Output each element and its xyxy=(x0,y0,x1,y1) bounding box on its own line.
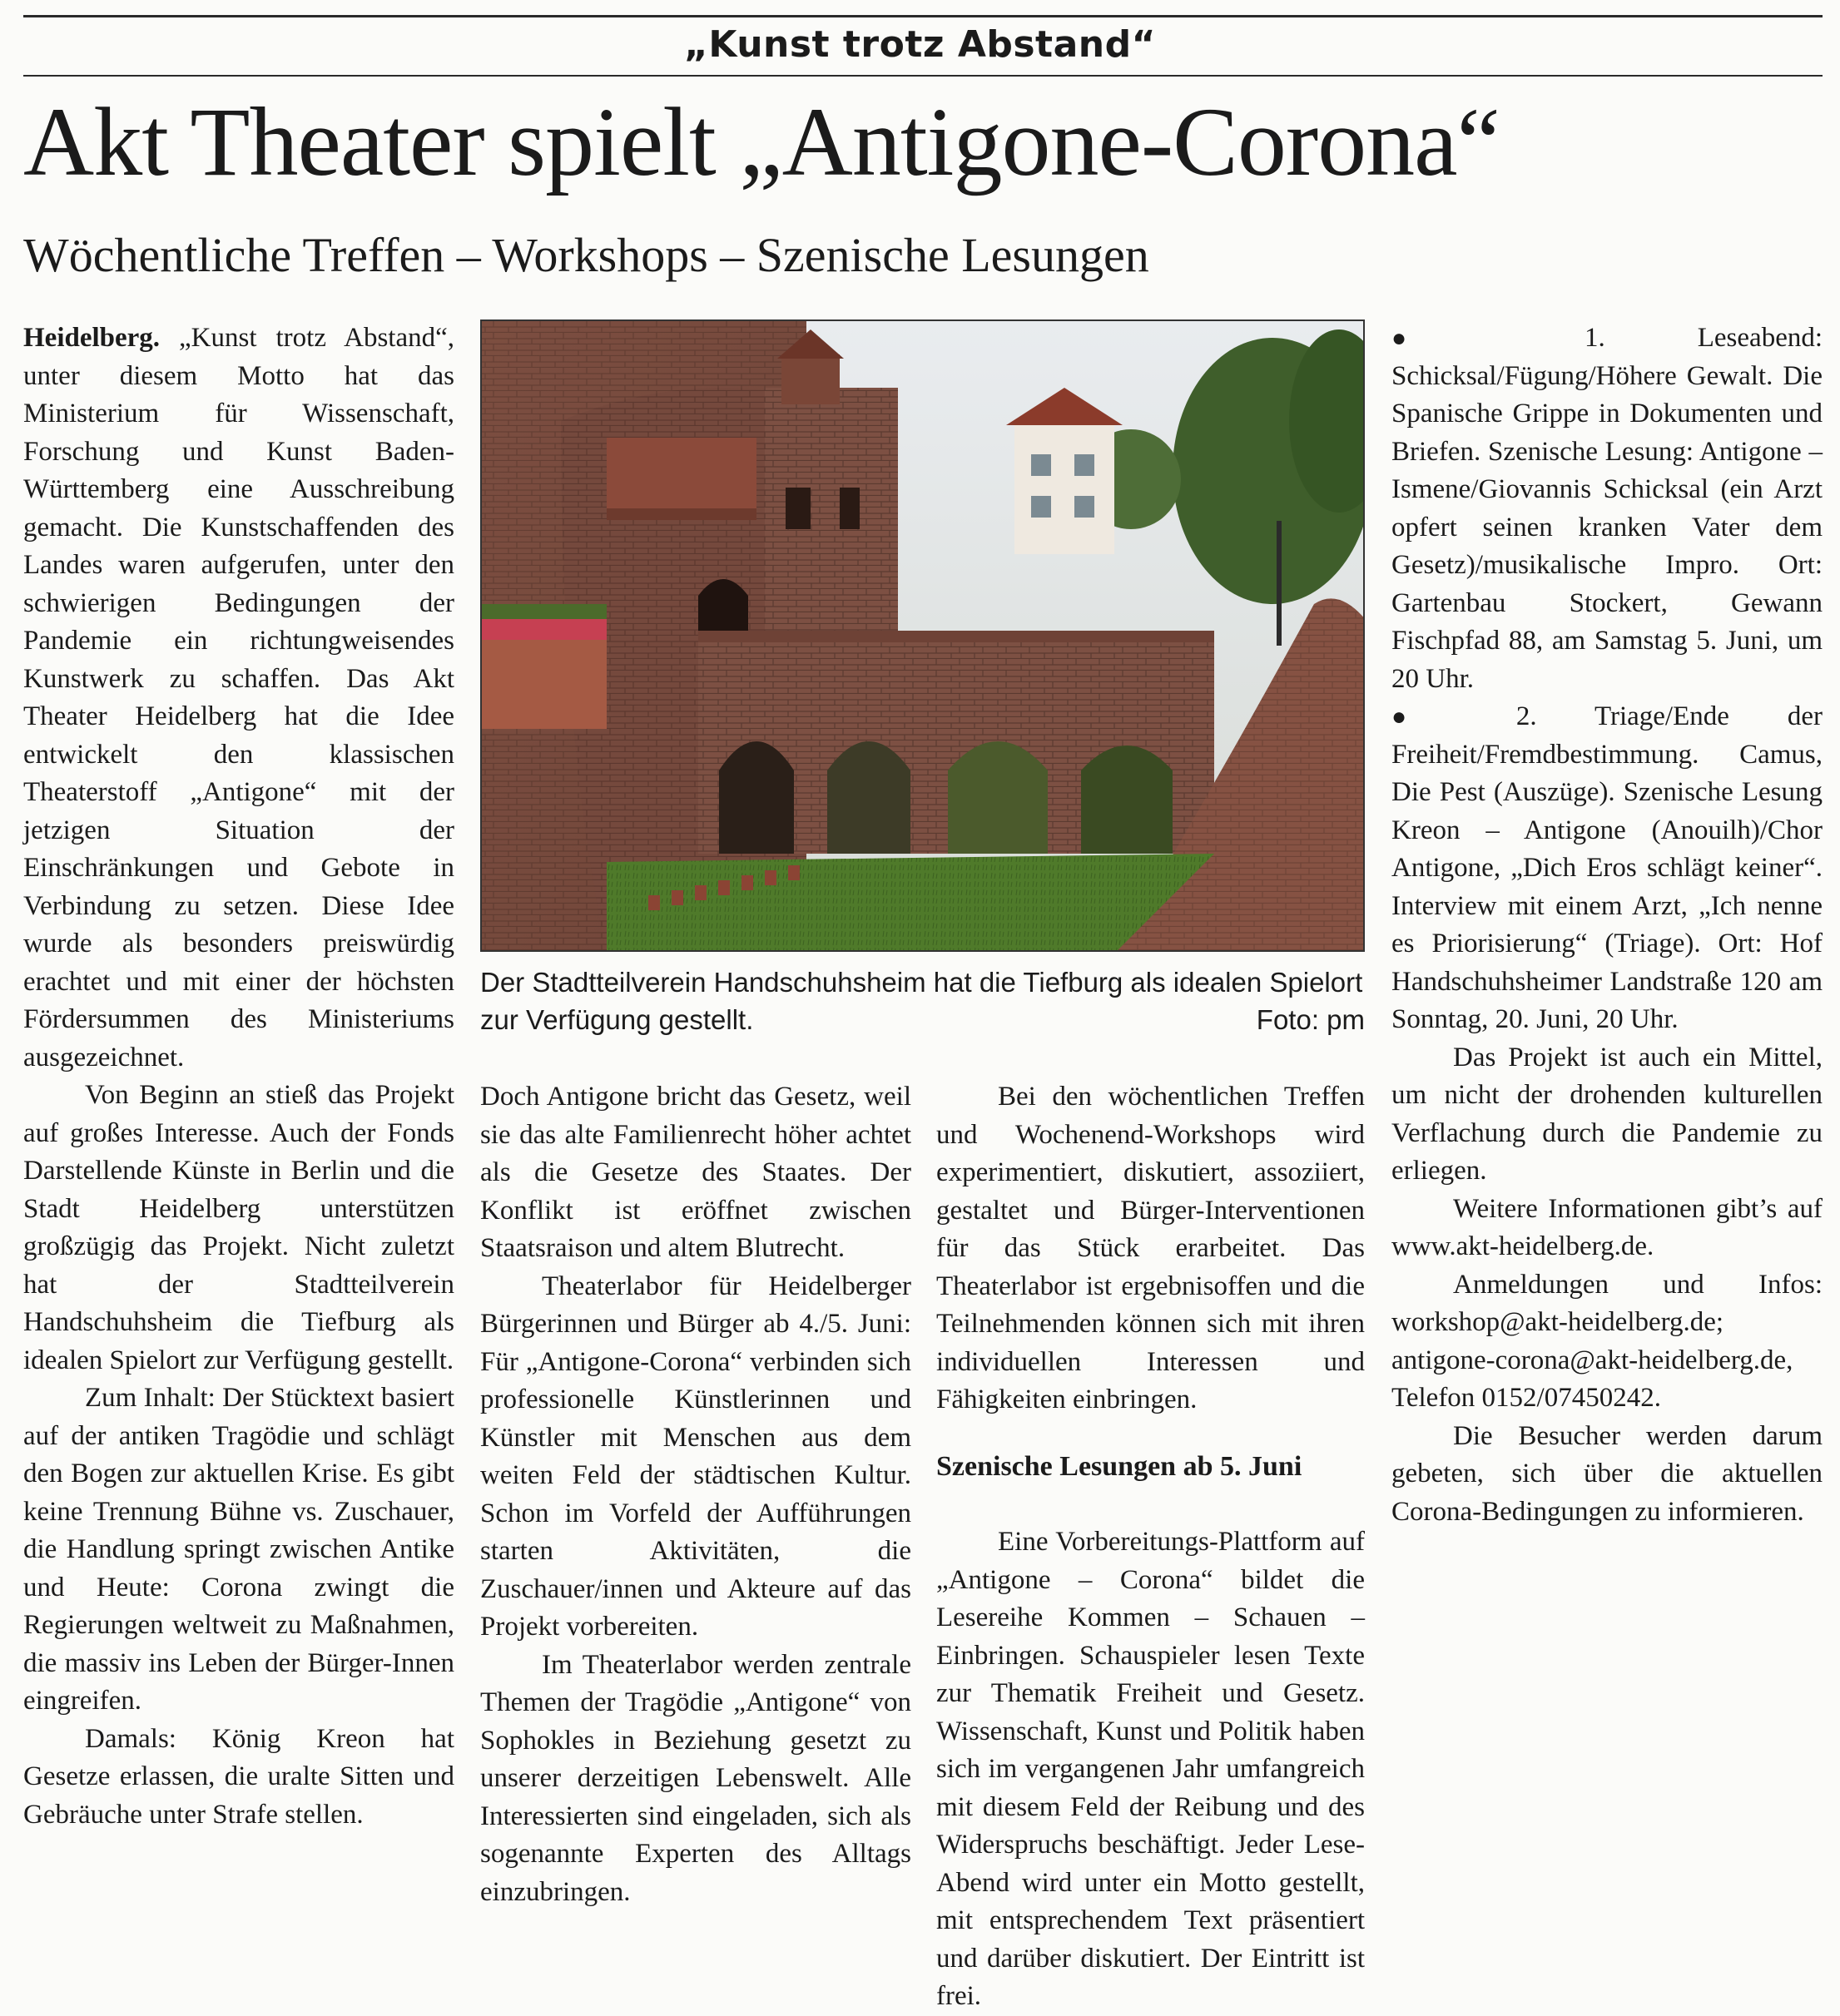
paragraph-1-text: „Kunst trotz Abstand“, unter diesem Motto hat das Ministerium für Wissenschaft, Forschung und Kunst Baden-Württemberg eine Ausschreibung gemacht. Die Kunstschaffenden des Landes waren aufgerufen, unter den schwierigen Bedingungen der Pandemie ein richtungweisendes Kunstwerk zu schaffen. Das Akt Theater Heidelberg hat die Idee entwickelt den klassischen Theaterstoff „Antigone“ mit der jetzigen Situation der Einschränkungen und Gebote in Verbindung zu setzen. Diese Idee wurde als besonders preiswürdig erachtet und mit einer der höchsten Fördersummen des Ministeriums ausgezeichnet. xyxy=(23,323,454,1072)
photo-credit: Foto: pm xyxy=(1256,1004,1365,1035)
bullet-item-1-text: 1. Leseabend: Schicksal/Fügung/Höhere Gewalt. Die Spanische Grippe in Dokumenten und Briefen. Szenische Lesung: Antigone – Ismene/Giovannis Schicksal (ein Arzt opfert seinen kranken Vater dem Gesetz)/musikalische Impro. Ort: Gartenbau Stockert, Gewann Fischpfad 88, am Samstag 5. Juni, um 20 Uhr. xyxy=(1391,323,1823,694)
article-column-4 xyxy=(1391,319,1823,1531)
kicker: „Kunst trotz Abstand“ xyxy=(683,23,1157,66)
paragraph-1 xyxy=(23,319,454,1077)
caption-text: Der Stadtteilverein Handschuhsheim hat die Tiefburg als idealen Spielort zur Verfügung gestellt. xyxy=(480,967,1363,1035)
top-rule xyxy=(23,15,1823,17)
headline: Akt Theater spielt „Antigone-Corona“ xyxy=(23,87,1500,196)
castle-illustration xyxy=(482,321,1365,952)
article-column-1 xyxy=(23,319,454,1834)
paragraph-7: Im Theaterlabor werden zentrale Themen der Tragödie „Antigone“ von Sophokles in Beziehung gesetzt zu unserer derzeitigen Lebenswelt. Alle Interessierten sind eingeladen, sich als sogenannte Experten des Alltags einzubringen. xyxy=(480,1649,911,1907)
paragraph-8: Bei den wöchentlichen Treffen und Wochenend-Workshops wird experimentiert, diskutiert, assoziiert, gestaltet und Bürger-Interventionen für das Stück erarbeitet. Das Theaterlabor ist ergebnisoffen und die Teilnehmenden können sich mit ihren individuellen Interessen und Fähigkeiten einbringen. xyxy=(936,1082,1365,1414)
photo-caption xyxy=(480,963,1365,1038)
paragraph-4: Damals: König Kreon hat Gesetze erlassen, die uralte Sitten und Gebräuche unter Strafe stellen. xyxy=(23,1723,454,1830)
bullet-dot-icon: ● xyxy=(1391,324,1492,352)
kicker-rule xyxy=(23,75,1823,77)
paragraph-9: Eine Vorbereitungs-Plattform auf „Antigone – Corona“ bildet die Lesereihe Kommen – Schauen – Einbringen. Schauspieler lesen Texte zur Thematik Freiheit und Gesetz. Wissenschaft, Kunst und Politik haben sich im vergangenen Jahr umfangreich mit diesem Feld der Reibung und des Widerspruchs beschäftigt. Jeder Lese-Abend wird unter ein Motto gestellt, mit entsprechendem Text präsentiert und darüber diskutiert. Der Eintritt ist frei. xyxy=(936,1527,1365,2011)
paragraph-12: Anmeldungen und Infos: workshop@akt-heidelberg.de; antigone-corona@akt-heidelberg.de, Telefon 0152/07450242. xyxy=(1391,1269,1823,1413)
bullet-dot-icon: ● xyxy=(1391,703,1458,731)
article-column-3 xyxy=(936,1078,1365,2016)
paragraph-11: Weitere Informationen gibt’s auf www.akt-heidelberg.de. xyxy=(1391,1193,1823,1261)
tiefburg-photo xyxy=(480,319,1365,952)
paragraph-2: Von Beginn an stieß das Projekt auf großes Interesse. Auch der Fonds Darstellende Künste in Berlin und die Stadt Heidelberg unterstützen großzügig das Projekt. Nicht zuletzt hat der Stadtteilverein Handschuhsheim die Tiefburg als idealen Spielort zur Verfügung gestellt. xyxy=(23,1080,454,1375)
paragraph-6: Theaterlabor für Heidelberger Bürgerinnen und Bürger ab 4./5. Juni: Für „Antigone-Corona“ verbinden sich professionelle Künstlerinnen und Künstler mit Menschen aus dem weiten Feld der städtischen Kultur. Schon im Vorfeld der Aufführungen starten Aktivitäten, die Zuschauer/innen und Akteure auf das Projekt vorbereiten. xyxy=(480,1271,911,1642)
bullet-item-2 xyxy=(1391,698,1823,1039)
article-column-2 xyxy=(480,1078,911,1911)
section-title: Szenische Lesungen ab 5. Juni xyxy=(936,1450,1302,1482)
bullet-item-2-text: 2. Triage/Ende der Freiheit/Fremdbestimmung. Camus, Die Pest (Auszüge). Szenische Lesung Kreon – Antigone (Anouilh)/Chor Antigone, „Dich Eros schlägt keiner“. Interview mit einem Arzt, „Ich nenne es Priorisierung“ (Triage). Ort: Hof Handschuhsheimer Landstraße 120 am Sonntag, 20. Juni, 20 Uhr. xyxy=(1391,701,1823,1034)
paragraph-13: Die Besucher werden darum gebeten, sich über die aktuellen Corona-Bedingungen zu informieren. xyxy=(1391,1420,1823,1527)
paragraph-3: Zum Inhalt: Der Stücktext basiert auf der antiken Tragödie und schlägt den Bogen zur aktuellen Krise. Es gibt keine Trennung Bühne vs. Zuschauer, die Handlung springt zwischen Antike und Heute: Corona zwingt die Regierungen weltweit zu Maßnahmen, die massiv ins Leben der Bürger-Innen eingreifen. xyxy=(23,1383,454,1716)
paragraph-5: Doch Antigone bricht das Gesetz, weil sie das alte Familienrecht höher achtet als die Gesetze des Staates. Der Konflikt ist eröffnet zwischen Staatsraison und altem Blutrecht. xyxy=(480,1082,911,1263)
dateline: Heidelberg. xyxy=(23,323,161,353)
subheadline: Wöchentliche Treffen – Workshops – Szenische Lesungen xyxy=(23,228,1149,282)
paragraph-10: Das Projekt ist auch ein Mittel, um nicht der drohenden kulturellen Verflachung durch die Pandemie zu erliegen. xyxy=(1391,1042,1823,1186)
bullet-item-1 xyxy=(1391,319,1823,698)
